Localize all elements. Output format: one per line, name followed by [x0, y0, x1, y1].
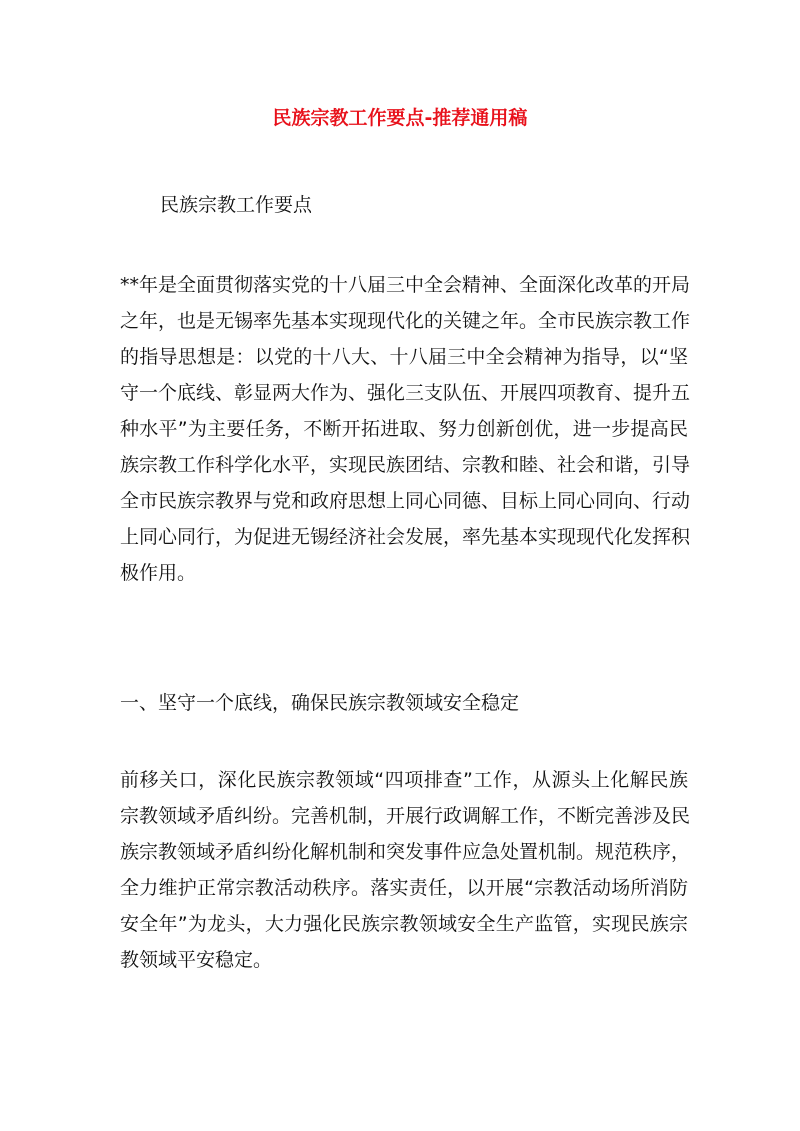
paragraph-line: 种水平”为主要任务，不断开拓进取、努力创新创优，进一步提高民	[120, 418, 688, 440]
paragraph-line: 全市民族宗教界与党和政府思想上同心同德、目标上同心同向、行动	[120, 490, 691, 512]
paragraph-line: 上同心同行，为促进无锡经济社会发展，率先基本实现现代化发挥积	[120, 526, 691, 548]
paragraph-line: 极作用。	[120, 562, 197, 584]
paragraph-line: 安全年”为龙头，大力强化民族宗教领域安全生产监管，实现民族宗	[120, 913, 688, 935]
document-subtitle: 民族宗教工作要点	[160, 194, 313, 216]
paragraph-line: 之年，也是无锡率先基本实现现代化的关键之年。全市民族宗教工作	[120, 310, 691, 332]
paragraph-line: 族宗教领域矛盾纠纷化解机制和突发事件应急处置机制。规范秩序，	[120, 841, 691, 863]
paragraph-line: 全力维护正常宗教活动秩序。落实责任，以开展“宗教活动场所消防	[120, 877, 688, 899]
paragraph-line: **年是全面贯彻落实党的十八届三中全会精神、全面深化改革的开局	[120, 274, 691, 296]
paragraph-intro	[120, 267, 691, 591]
document-title: 民族宗教工作要点-推荐通用稿	[272, 107, 528, 129]
paragraph-line: 守一个底线、彰显两大作为、强化三支队伍、开展四项教育、提升五	[120, 382, 691, 404]
paragraph-line: 教领域平安稳定。	[120, 949, 273, 971]
section-heading-1: 一、坚守一个底线，确保民族宗教领域安全稳定	[120, 692, 520, 714]
paragraph-line: 族宗教工作科学化水平，实现民族团结、宗教和睦、社会和谐，引导	[120, 454, 691, 476]
paragraph-section-1	[120, 762, 691, 978]
paragraph-line: 前移关口，深化民族宗教领域“四项排查”工作，从源头上化解民族	[120, 769, 688, 791]
paragraph-line: 宗教领域矛盾纠纷。完善机制，开展行政调解工作，不断完善涉及民	[120, 805, 691, 827]
paragraph-line: 的指导思想是：以党的十八大、十八届三中全会精神为指导，以“坚	[120, 346, 688, 368]
